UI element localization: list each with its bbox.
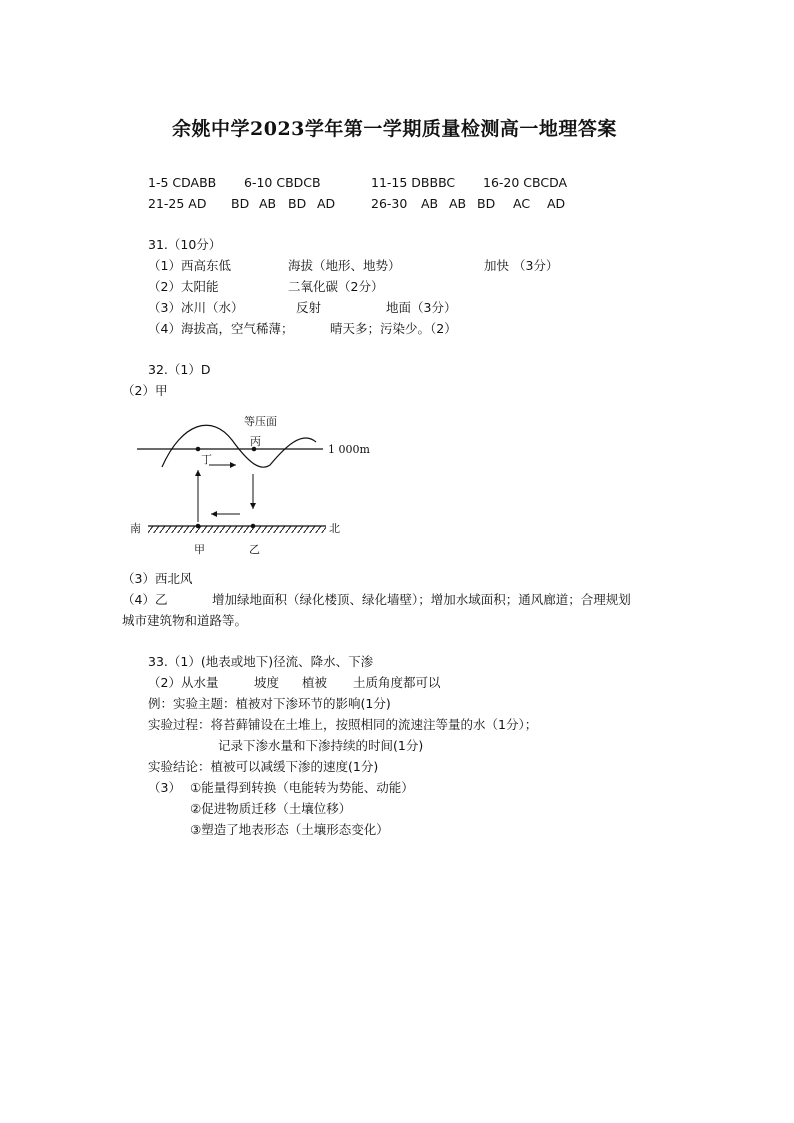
q33-2d: 土质角度都可以 (353, 675, 441, 690)
mc-27: AB (449, 196, 467, 211)
q33-7b: ①能量得到转换（电能转为势能、动能） (190, 780, 414, 795)
isobar-curve (162, 425, 316, 467)
q31-3b: 反射 (296, 300, 322, 315)
isobar-label: 等压面 (244, 415, 277, 428)
point-jia (196, 524, 201, 529)
q32-3: （3）西北风 (122, 571, 193, 586)
q33-4: 实验过程：将苔藓铺设在土堆上，按照相同的流速注等量的水（1分）； (148, 717, 538, 732)
q32-4b: 增加绿地面积（绿化楼顶、绿化墙壁）；增加水域面积；通风廊道；合理规划 (212, 592, 631, 607)
q32-1: 32.（1）D (148, 362, 211, 377)
mc-24: BD (288, 196, 307, 211)
label-south: 南 (130, 522, 141, 535)
mc-1-5: 1-5 CDABB (148, 175, 217, 190)
q32-2: （2）甲 (122, 383, 168, 398)
q31-2b: 二氧化碳（2分） (288, 279, 384, 294)
q31-2a: （2）太阳能 (148, 279, 219, 294)
q32-4c: 城市建筑物和道路等。 (122, 613, 248, 628)
mc-28: BD (477, 196, 496, 211)
label-yi: 乙 (249, 543, 260, 556)
q33-3: 例：实验主题：植被对下渗环节的影响(1分) (148, 696, 391, 711)
q33-5: 记录下渗水量和下渗持续的时间(1分) (218, 738, 424, 753)
mc-11-15: 11-15 DBBBC (371, 175, 456, 190)
mc-26-30: 26-30 (371, 196, 408, 211)
mc-16-20: 16-20 CBCDA (483, 175, 568, 190)
point-ding (196, 447, 201, 452)
q31-1c: 加快 （3分） (484, 258, 559, 273)
mc-26: AB (421, 196, 439, 211)
q33-9: ③塑造了地表形态（土壤形态变化） (190, 822, 389, 837)
mc-22: BD (231, 196, 250, 211)
label-north: 北 (329, 522, 340, 535)
q31-1b: 海拔（地形、地势） (288, 258, 401, 273)
q33-2b: 坡度 (254, 675, 280, 690)
q31-3c: 地面（3分） (386, 300, 457, 315)
page-title: 余姚中学2023学年第一学期质量检测高一地理答案 (172, 118, 617, 140)
q33-1: 33.（1）(地表或地下)径流、降水、下渗 (148, 654, 374, 669)
q33-6: 实验结论：植被可以减缓下渗的速度(1分) (148, 759, 379, 774)
label-bing: 丙 (250, 435, 261, 448)
q31-3a: （3）冰川（水） (148, 300, 244, 315)
label-ding: 丁 (201, 453, 212, 466)
q33-2a: （2）从水量 (148, 675, 219, 690)
q31-4a: （4）海拔高，空气稀薄； (148, 321, 294, 336)
q31-4b: 晴天多；污染少。（2） (330, 321, 457, 336)
q33-8: ②促进物质迁移（土壤位移） (190, 801, 352, 816)
q31-1a: （1）西高东低 (148, 258, 231, 273)
height-label: 1 000m (328, 443, 370, 456)
mc-29: AC (513, 196, 531, 211)
mc-21-25: 21-25 AD (148, 196, 207, 211)
ground-hatch (148, 526, 326, 533)
label-jia: 甲 (194, 543, 205, 556)
point-yi (251, 524, 256, 529)
q31-head: 31.（10分） (148, 237, 222, 252)
mc-25: AD (317, 196, 336, 211)
mc-6-10: 6-10 CBDCB (244, 175, 321, 190)
q33-7a: （3） (148, 780, 181, 795)
q33-2c: 植被 (302, 675, 328, 690)
mc-23: AB (259, 196, 277, 211)
q32-4a: （4）乙 (122, 592, 168, 607)
mc-30: AD (547, 196, 566, 211)
